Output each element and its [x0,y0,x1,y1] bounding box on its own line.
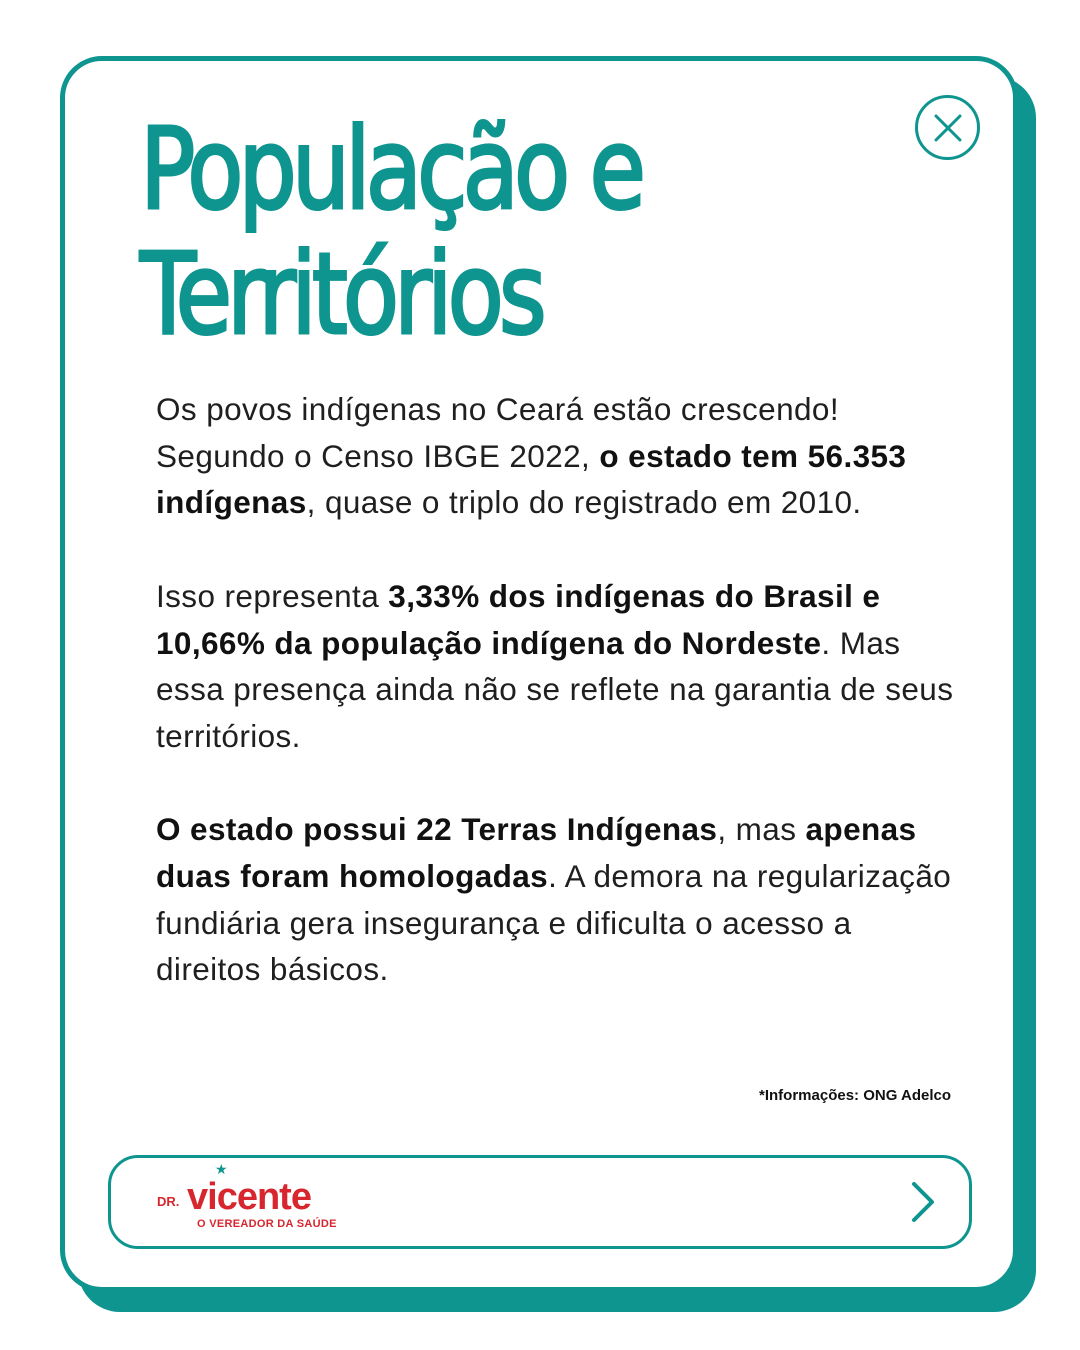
paragraph-text: . A demora na regularização fundiária gera insegurança e dificulta o acesso a direitos básicos. [156,858,952,988]
paragraph-text: . Mas essa presença ainda não se reflete na garantia de seus territórios. [156,624,954,754]
page-title [140,105,763,360]
chevron-right-icon [908,1180,938,1224]
paragraph-3 [156,806,956,993]
paragraph-highlight: O estado possui 22 Terras Indígenas [156,811,718,848]
paragraph-highlight: apenas duas foram homologadas [156,811,917,894]
paragraph-2 [156,573,956,760]
paragraph-text: Isso representa [156,577,389,614]
brand-logo [157,1162,357,1238]
footer-bar [108,1155,972,1249]
paragraph-highlight: 3,33% dos indígenas do Brasil e 10,66% da população indígena do Nordeste [156,577,881,661]
paragraph-highlight: o estado tem 56.353 indígenas [156,437,907,521]
close-button[interactable] [915,95,980,160]
next-button[interactable] [899,1178,947,1226]
paragraph-1 [156,386,956,526]
paragraph-text: Os povos indígenas no Ceará estão crescendo! Segundo o Censo IBGE 2022, [156,391,840,474]
close-icon [933,113,963,143]
logo-tagline: O VEREADOR DA SAÚDE [197,1218,337,1230]
page-title-line-2: Territórios [140,230,542,360]
star-icon: ★ [215,1162,228,1178]
paragraph-text: , mas [717,811,806,848]
page-title-line-1: População e [140,105,642,235]
logo-prefix: DR. [157,1194,180,1209]
body-text [156,386,956,1040]
source-note: *Informações: ONG Adelco [759,1087,951,1104]
paragraph-text: , quase o triplo do registrado em 2010. [306,484,862,521]
logo-name: vicente [187,1176,311,1218]
